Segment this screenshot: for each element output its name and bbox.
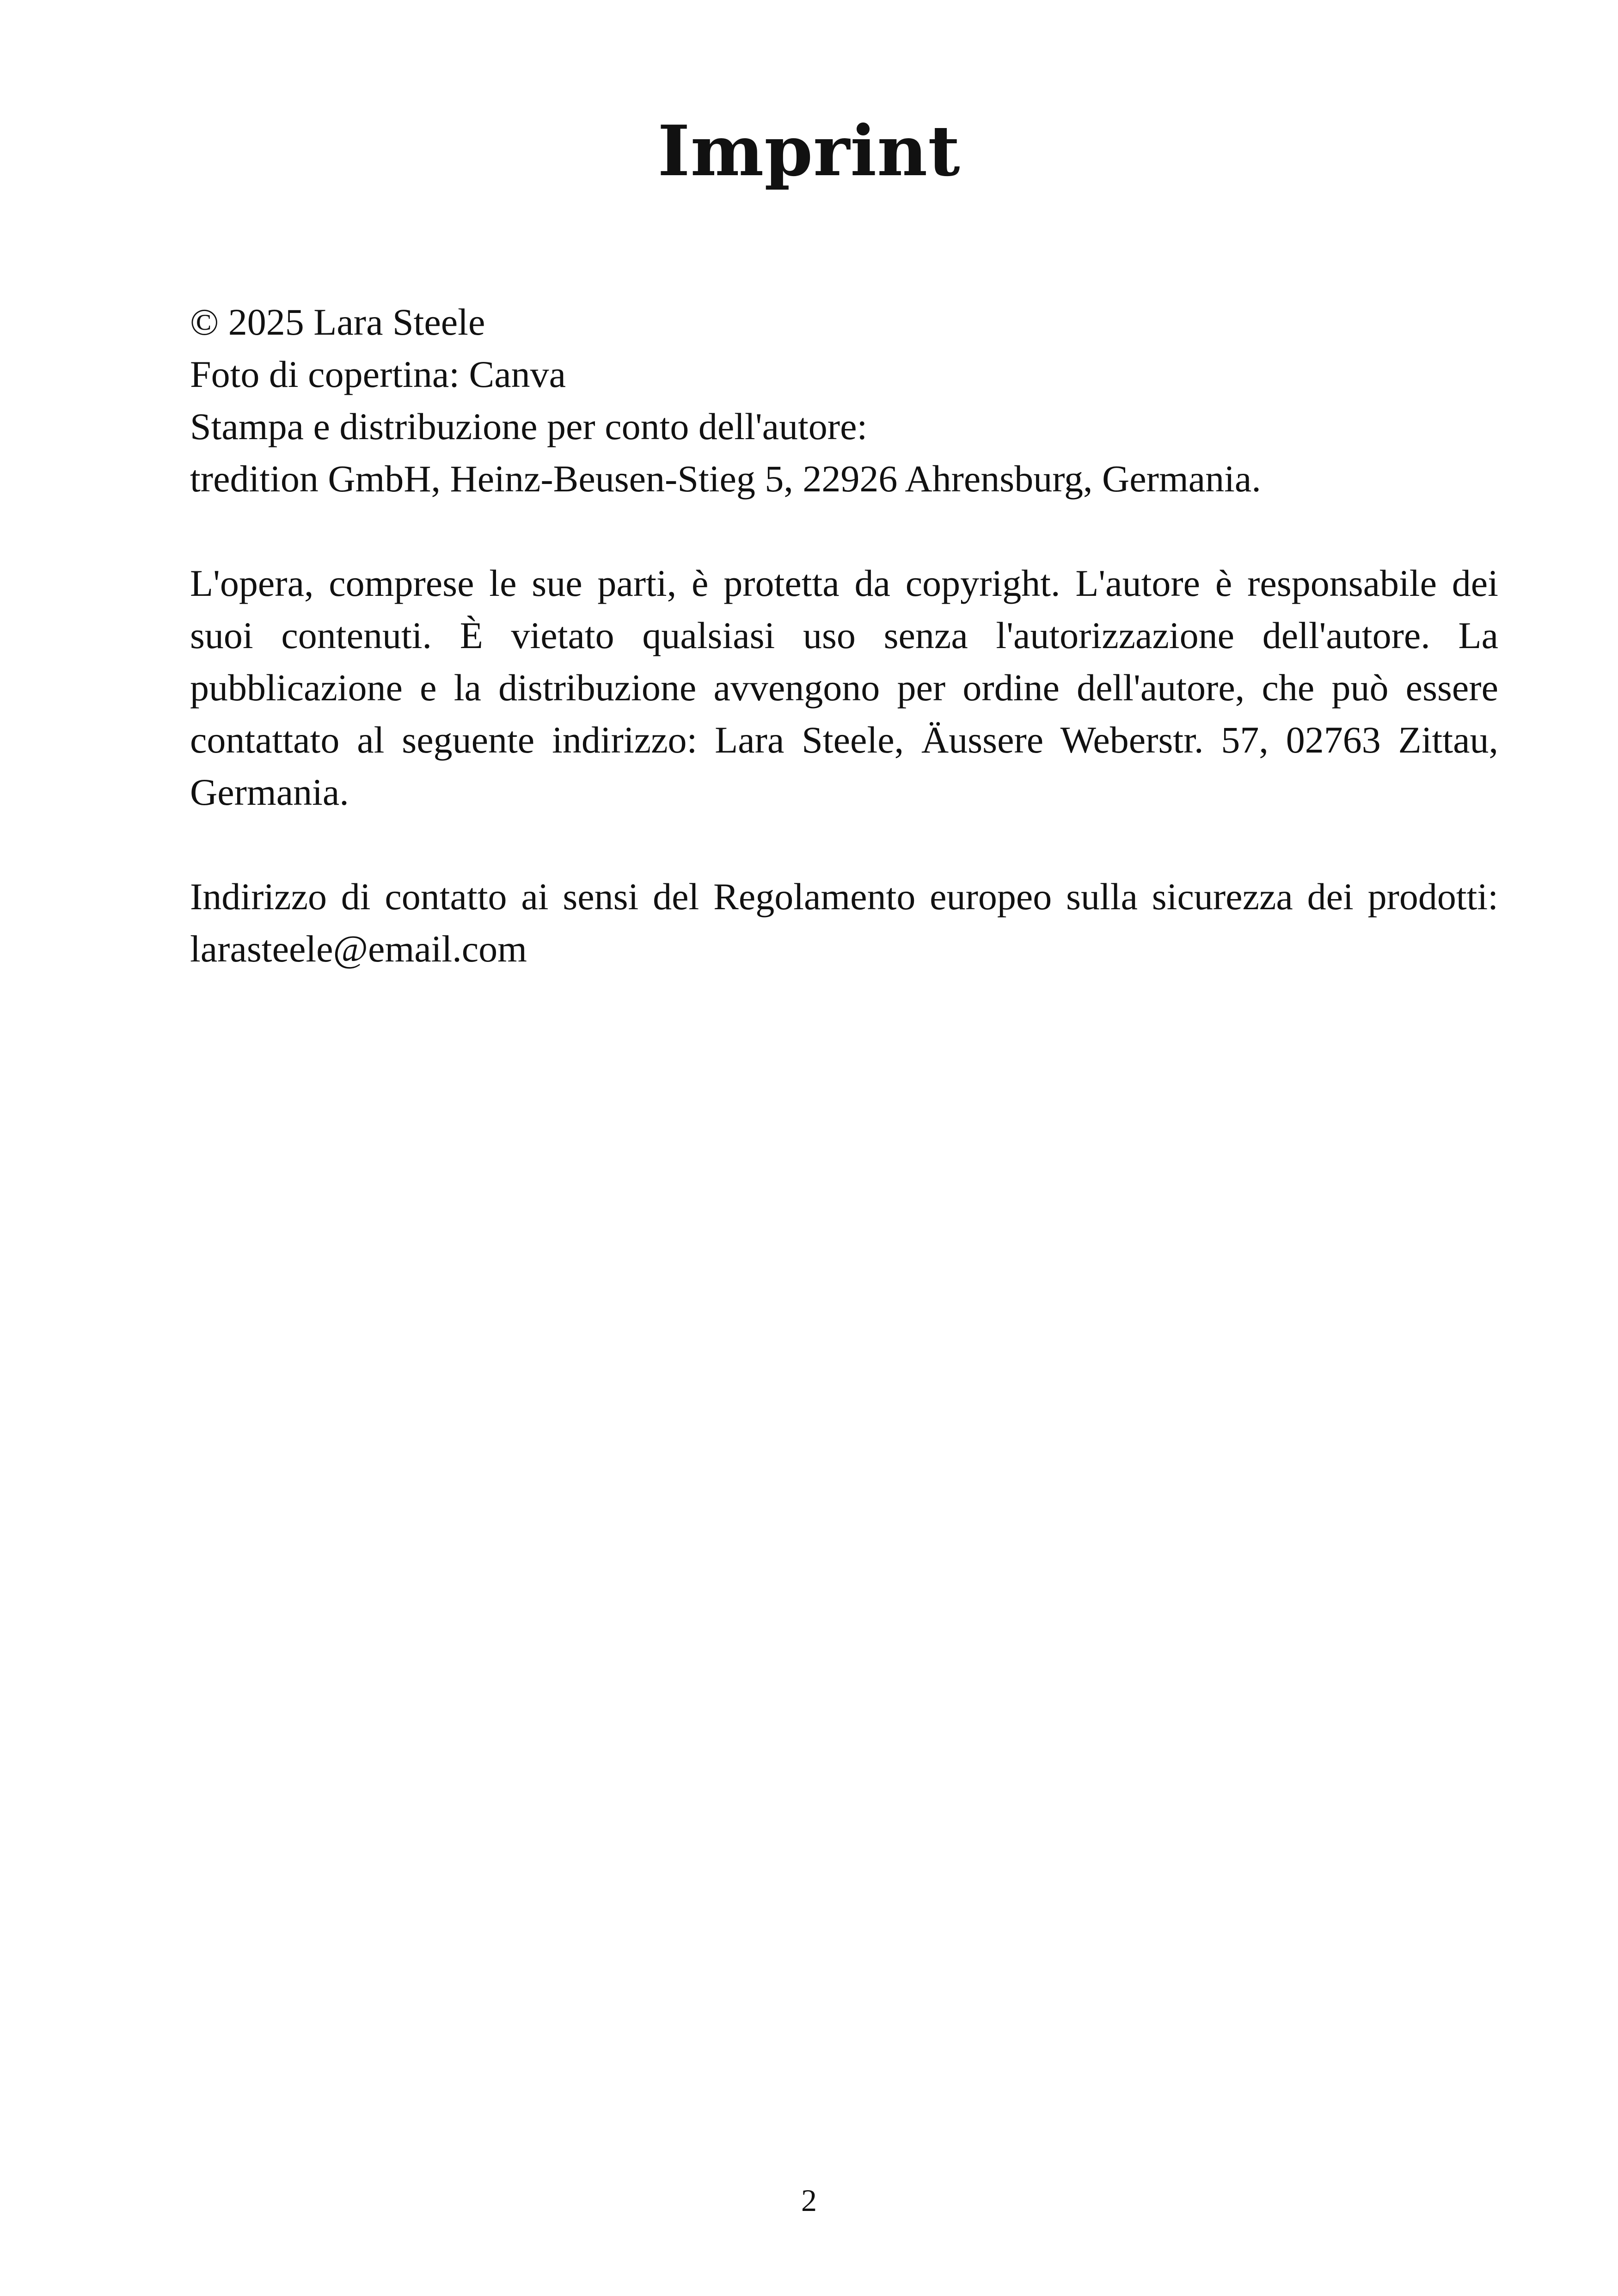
paragraph-spacer — [190, 505, 1498, 557]
rights-paragraph: L'opera, comprese le sue parti, è protetta da copyright. L'autore è responsabile dei suoi contenuti. È vietato qualsiasi uso senza l'autorizzazione dell'autore. La pubblicazione e la distribuzione avvengono per ordine dell'autore, che può essere contattato al seguente indirizzo: Lara Steele, Äussere Weberstr. 57, 02763 Zittau, Germania. — [190, 562, 1498, 813]
page-number: 2 — [801, 2183, 817, 2218]
page-title: Imprint — [657, 110, 961, 192]
contact-paragraph: Indirizzo di contatto ai sensi del Regolamento europeo sulla sicurezza dei prodotti: larasteele@email.com — [190, 876, 1498, 970]
printing-label-line: Stampa e distribuzione per conto dell'autore: — [190, 405, 868, 447]
imprint-content — [190, 296, 1498, 975]
paragraph-spacer — [190, 818, 1498, 870]
publisher-address-line: tredition GmbH, Heinz-Beusen-Stieg 5, 22926 Ahrensburg, Germania. — [190, 458, 1261, 500]
credits-block — [190, 296, 1498, 505]
cover-photo-line: Foto di copertina: Canva — [190, 353, 566, 395]
copyright-line: © 2025 Lara Steele — [190, 301, 485, 343]
